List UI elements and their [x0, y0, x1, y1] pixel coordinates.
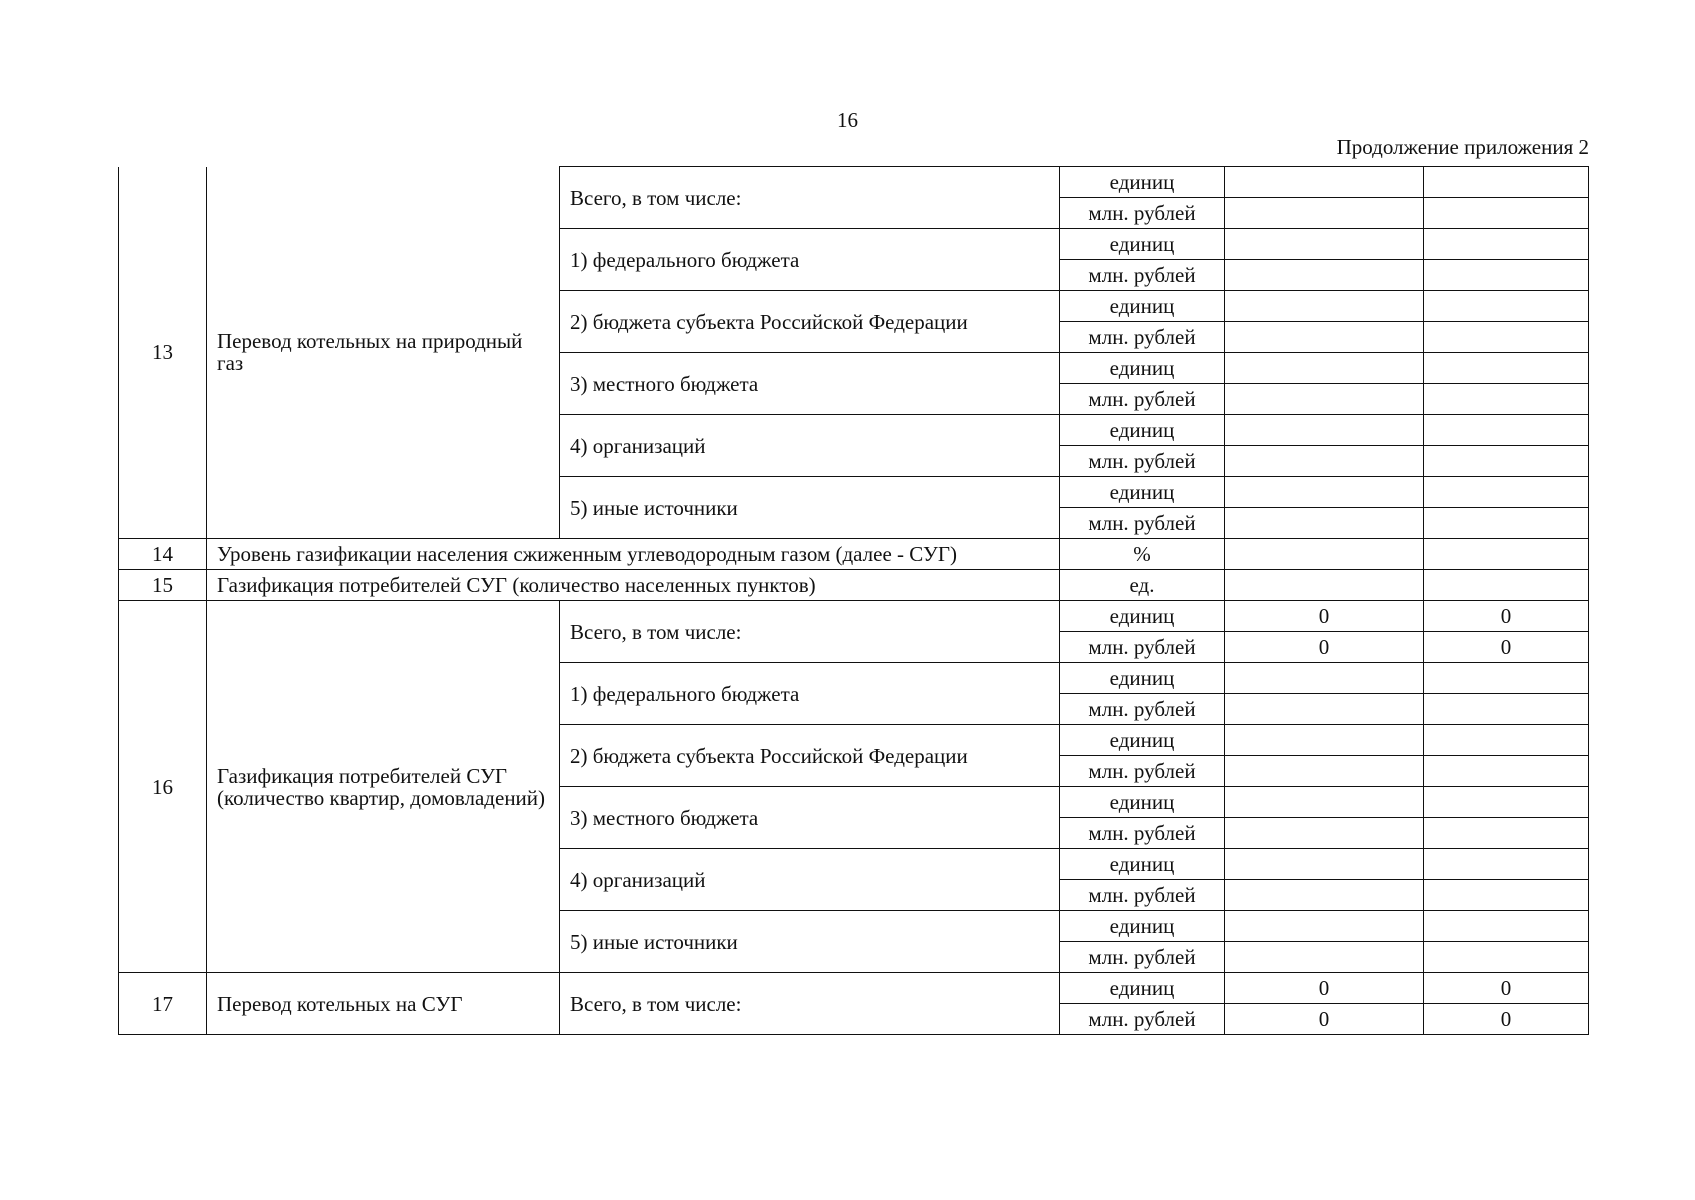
- unit-label: млн. рублей: [1060, 632, 1225, 663]
- value-cell: 0: [1225, 601, 1424, 632]
- value-cell: [1424, 570, 1589, 601]
- indicator-name: Перевод котельных на СУГ: [207, 973, 560, 1035]
- unit-label: единиц: [1060, 787, 1225, 818]
- funding-source: 2) бюджета субъекта Российской Федерации: [560, 725, 1060, 787]
- unit-label: единиц: [1060, 663, 1225, 694]
- value-cell: [1424, 818, 1589, 849]
- unit-label: единиц: [1060, 477, 1225, 508]
- value-cell: [1225, 756, 1424, 787]
- funding-source: 5) иные источники: [560, 477, 1060, 539]
- value-cell: [1424, 787, 1589, 818]
- value-cell: [1424, 229, 1589, 260]
- value-cell: [1225, 198, 1424, 229]
- unit-label: единиц: [1060, 911, 1225, 942]
- value-cell: [1225, 942, 1424, 973]
- value-cell: [1225, 725, 1424, 756]
- value-cell: [1424, 942, 1589, 973]
- value-cell: [1424, 291, 1589, 322]
- unit-label: %: [1060, 539, 1225, 570]
- value-cell: [1424, 477, 1589, 508]
- funding-source: Всего, в том числе:: [560, 973, 1060, 1035]
- value-cell: [1225, 415, 1424, 446]
- value-cell: [1225, 167, 1424, 198]
- funding-source: 4) организаций: [560, 415, 1060, 477]
- table-row: [119, 539, 1589, 570]
- funding-source: 4) организаций: [560, 849, 1060, 911]
- funding-source: Всего, в том числе:: [560, 167, 1060, 229]
- value-cell: [1424, 663, 1589, 694]
- value-cell: [1424, 415, 1589, 446]
- value-cell: [1225, 694, 1424, 725]
- value-cell: [1225, 353, 1424, 384]
- value-cell: [1424, 849, 1589, 880]
- value-cell: 0: [1424, 601, 1589, 632]
- value-cell: [1225, 384, 1424, 415]
- unit-label: единиц: [1060, 229, 1225, 260]
- unit-label: млн. рублей: [1060, 1004, 1225, 1035]
- value-cell: 0: [1424, 632, 1589, 663]
- value-cell: [1225, 477, 1424, 508]
- row-number: 16: [119, 601, 207, 973]
- unit-label: единиц: [1060, 725, 1225, 756]
- table-row: [119, 601, 1589, 632]
- value-cell: [1424, 446, 1589, 477]
- value-cell: [1424, 539, 1589, 570]
- unit-label: единиц: [1060, 167, 1225, 198]
- funding-source: 1) федерального бюджета: [560, 229, 1060, 291]
- value-cell: [1424, 911, 1589, 942]
- funding-source: Всего, в том числе:: [560, 601, 1060, 663]
- unit-label: млн. рублей: [1060, 198, 1225, 229]
- value-cell: [1424, 756, 1589, 787]
- unit-label: млн. рублей: [1060, 880, 1225, 911]
- value-cell: [1424, 353, 1589, 384]
- value-cell: [1225, 446, 1424, 477]
- value-cell: [1225, 539, 1424, 570]
- unit-label: млн. рублей: [1060, 756, 1225, 787]
- value-cell: [1225, 663, 1424, 694]
- table-row: [119, 570, 1589, 601]
- indicator-name: Перевод котельных на природный газ: [207, 167, 560, 539]
- value-cell: [1225, 508, 1424, 539]
- indicator-name: Газификация потребителей СУГ (количество населенных пунктов): [207, 570, 1060, 601]
- unit-label: млн. рублей: [1060, 694, 1225, 725]
- value-cell: [1424, 725, 1589, 756]
- unit-label: единиц: [1060, 601, 1225, 632]
- value-cell: [1424, 694, 1589, 725]
- value-cell: [1424, 384, 1589, 415]
- row-number: 13: [119, 167, 207, 539]
- value-cell: [1225, 260, 1424, 291]
- funding-source: 5) иные источники: [560, 911, 1060, 973]
- funding-source: 1) федерального бюджета: [560, 663, 1060, 725]
- unit-label: млн. рублей: [1060, 818, 1225, 849]
- funding-source: 3) местного бюджета: [560, 353, 1060, 415]
- value-cell: [1225, 291, 1424, 322]
- funding-source: 2) бюджета субъекта Российской Федерации: [560, 291, 1060, 353]
- funding-table: [118, 166, 1589, 1035]
- page-number: 16: [837, 108, 858, 132]
- unit-label: единиц: [1060, 849, 1225, 880]
- unit-label: единиц: [1060, 353, 1225, 384]
- table-row: [119, 167, 1589, 198]
- unit-label: млн. рублей: [1060, 446, 1225, 477]
- unit-label: единиц: [1060, 291, 1225, 322]
- unit-label: ед.: [1060, 570, 1225, 601]
- value-cell: [1225, 322, 1424, 353]
- unit-label: млн. рублей: [1060, 384, 1225, 415]
- value-cell: [1424, 322, 1589, 353]
- value-cell: [1225, 911, 1424, 942]
- value-cell: 0: [1424, 973, 1589, 1004]
- unit-label: млн. рублей: [1060, 322, 1225, 353]
- row-number: 14: [119, 539, 207, 570]
- value-cell: [1424, 508, 1589, 539]
- value-cell: [1424, 880, 1589, 911]
- unit-label: млн. рублей: [1060, 942, 1225, 973]
- unit-label: млн. рублей: [1060, 260, 1225, 291]
- value-cell: [1424, 167, 1589, 198]
- value-cell: [1424, 198, 1589, 229]
- value-cell: 0: [1225, 632, 1424, 663]
- unit-label: единиц: [1060, 415, 1225, 446]
- funding-source: 3) местного бюджета: [560, 787, 1060, 849]
- value-cell: [1225, 570, 1424, 601]
- value-cell: 0: [1424, 1004, 1589, 1035]
- value-cell: [1225, 818, 1424, 849]
- row-number: 15: [119, 570, 207, 601]
- table-row: [119, 973, 1589, 1004]
- indicator-name: Уровень газификации населения сжиженным углеводородным газом (далее - СУГ): [207, 539, 1060, 570]
- unit-label: единиц: [1060, 973, 1225, 1004]
- value-cell: 0: [1225, 973, 1424, 1004]
- value-cell: 0: [1225, 1004, 1424, 1035]
- appendix-note: Продолжение приложения 2: [1336, 135, 1589, 159]
- value-cell: [1225, 229, 1424, 260]
- unit-label: млн. рублей: [1060, 508, 1225, 539]
- value-cell: [1225, 849, 1424, 880]
- value-cell: [1225, 787, 1424, 818]
- indicator-name: Газификация потребителей СУГ (количество квартир, домовладений): [207, 601, 560, 973]
- value-cell: [1225, 880, 1424, 911]
- row-number: 17: [119, 973, 207, 1035]
- value-cell: [1424, 260, 1589, 291]
